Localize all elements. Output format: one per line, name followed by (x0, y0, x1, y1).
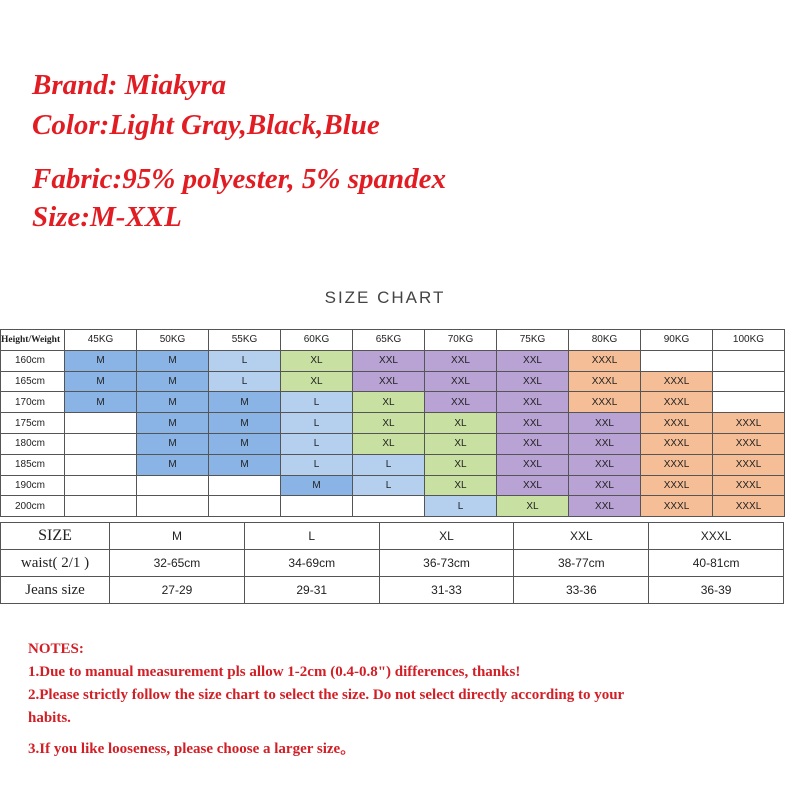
size-cell: XXL (569, 496, 641, 517)
measurement-value: 32-65cm (110, 550, 245, 577)
size-cell: XXXL (641, 371, 713, 392)
size-cell: XL (353, 413, 425, 434)
weight-header: 60KG (281, 330, 353, 351)
size-cell: XXL (425, 392, 497, 413)
weight-header: 50KG (137, 330, 209, 351)
size-cell: L (425, 496, 497, 517)
size-cell: XXL (497, 371, 569, 392)
size-cell: L (209, 371, 281, 392)
height-label: 200cm (1, 496, 65, 517)
measurement-label: waist( 2/1 ) (1, 550, 110, 577)
measurement-header-row (1, 523, 784, 550)
size-cell (353, 496, 425, 517)
size-cell: XL (425, 454, 497, 475)
size-cell: M (137, 392, 209, 413)
measurement-value: 34-69cm (244, 550, 379, 577)
size-cell: XXXL (641, 413, 713, 434)
size-cell: XXL (497, 392, 569, 413)
measurement-value: 36-39 (649, 577, 784, 604)
size-cell: XXL (353, 350, 425, 371)
size-cell: XXXL (569, 392, 641, 413)
measurement-value: 27-29 (110, 577, 245, 604)
weight-header: 80KG (569, 330, 641, 351)
size-chart-row (1, 475, 785, 496)
note-2: 2.Please strictly follow the size chart to select the size. Do not select directly according to your (28, 687, 625, 703)
size-cell: XXXL (641, 475, 713, 496)
size-header: L (244, 523, 379, 550)
note-1: 1.Due to manual measurement pls allow 1-2cm (0.4-0.8") differences, thanks! (28, 664, 521, 680)
size-cell: XXL (569, 413, 641, 434)
size-cell: M (209, 413, 281, 434)
weight-header: 45KG (65, 330, 137, 351)
measurement-value: 31-33 (379, 577, 514, 604)
size-cell: M (137, 350, 209, 371)
size-header: XXL (514, 523, 649, 550)
size-cell: M (137, 454, 209, 475)
size-chart-title: SIZE CHART (324, 288, 446, 307)
measurement-value: 33-36 (514, 577, 649, 604)
height-label: 180cm (1, 433, 65, 454)
size-cell (65, 496, 137, 517)
height-label: 160cm (1, 350, 65, 371)
weight-header: 90KG (641, 330, 713, 351)
size-chart-header-row (1, 330, 785, 351)
weight-header: 65KG (353, 330, 425, 351)
height-label: 190cm (1, 475, 65, 496)
size-cell: L (353, 454, 425, 475)
size-cell: XXL (425, 350, 497, 371)
size-cell: XXL (497, 350, 569, 371)
size-cell: XXL (497, 454, 569, 475)
measurement-value: 29-31 (244, 577, 379, 604)
size-cell: XXXL (569, 350, 641, 371)
size-cell: XXXL (569, 371, 641, 392)
size-cell: M (209, 392, 281, 413)
weight-header: 55KG (209, 330, 281, 351)
size-cell: L (281, 433, 353, 454)
measurement-value: 36-73cm (379, 550, 514, 577)
size-cell: XL (281, 350, 353, 371)
size-cell: L (209, 350, 281, 371)
size-cell: XL (425, 413, 497, 434)
size-cell (641, 350, 713, 371)
size-cell: M (65, 392, 137, 413)
size-cell: XL (353, 433, 425, 454)
measurement-value: 40-81cm (649, 550, 784, 577)
size-cell: M (65, 350, 137, 371)
size-cell (209, 496, 281, 517)
size-header: XL (379, 523, 514, 550)
size-cell: XXXL (641, 454, 713, 475)
notes-title: NOTES: (28, 641, 84, 657)
size-cell: XXXL (641, 496, 713, 517)
note-2-cont: habits. (28, 710, 71, 726)
size-cell: XXL (569, 454, 641, 475)
fabric-line: Fabric:95% polyester, 5% spandex (32, 163, 447, 195)
size-cell: XXXL (713, 454, 785, 475)
size-cell: L (281, 454, 353, 475)
size-cell: XXL (497, 475, 569, 496)
size-cell: M (137, 433, 209, 454)
size-chart-row (1, 496, 785, 517)
size-cell (65, 475, 137, 496)
height-label: 175cm (1, 413, 65, 434)
weight-header: 100KG (713, 330, 785, 351)
size-header-label: SIZE (1, 523, 110, 550)
size-cell (209, 475, 281, 496)
size-header: XXXL (649, 523, 784, 550)
size-cell (281, 496, 353, 517)
height-weight-label: Height/Weight (1, 330, 65, 351)
size-cell: XL (281, 371, 353, 392)
size-cell: XXL (569, 475, 641, 496)
measurement-value: 38-77cm (514, 550, 649, 577)
size-chart-row (1, 433, 785, 454)
color-line: Color:Light Gray,Black,Blue (32, 109, 380, 141)
size-cell: M (209, 433, 281, 454)
measurement-row (1, 577, 784, 604)
weight-header: 75KG (497, 330, 569, 351)
brand-line: Brand: Miakyra (32, 69, 227, 101)
size-cell: L (281, 413, 353, 434)
size-cell: XXXL (713, 496, 785, 517)
size-cell (65, 433, 137, 454)
size-cell: XXL (497, 413, 569, 434)
size-cell: XXL (425, 371, 497, 392)
size-cell: XXL (497, 433, 569, 454)
size-chart-row (1, 454, 785, 475)
size-cell: XXXL (641, 392, 713, 413)
size-cell (137, 475, 209, 496)
size-cell: XXXL (713, 433, 785, 454)
size-cell: M (209, 454, 281, 475)
size-chart-row (1, 392, 785, 413)
size-cell: XXL (353, 371, 425, 392)
size-cell: M (65, 371, 137, 392)
notes-section (28, 638, 798, 761)
size-cell: XXL (569, 433, 641, 454)
size-cell: XL (425, 475, 497, 496)
size-cell: XXXL (713, 475, 785, 496)
size-header: M (110, 523, 245, 550)
size-cell: XXXL (641, 433, 713, 454)
size-chart-row (1, 413, 785, 434)
weight-header: 70KG (425, 330, 497, 351)
measurement-table (0, 522, 784, 604)
size-chart-row (1, 371, 785, 392)
size-chart-table (0, 329, 785, 517)
size-line: Size:M-XXL (32, 201, 182, 233)
size-cell: XL (425, 433, 497, 454)
height-label: 165cm (1, 371, 65, 392)
height-label: 170cm (1, 392, 65, 413)
size-cell (137, 496, 209, 517)
size-chart-row (1, 350, 785, 371)
size-cell: M (137, 371, 209, 392)
height-label: 185cm (1, 454, 65, 475)
size-cell: XL (353, 392, 425, 413)
size-cell (65, 454, 137, 475)
size-cell (65, 413, 137, 434)
size-cell: XXXL (713, 413, 785, 434)
size-cell (713, 350, 785, 371)
measurement-row (1, 550, 784, 577)
size-cell (713, 392, 785, 413)
note-3: 3.If you like looseness, please choose a larger size。 (28, 741, 356, 757)
size-cell: L (281, 392, 353, 413)
measurement-label: Jeans size (1, 577, 110, 604)
size-cell: M (137, 413, 209, 434)
size-cell: XL (497, 496, 569, 517)
size-cell: L (353, 475, 425, 496)
size-cell: M (281, 475, 353, 496)
size-cell (713, 371, 785, 392)
